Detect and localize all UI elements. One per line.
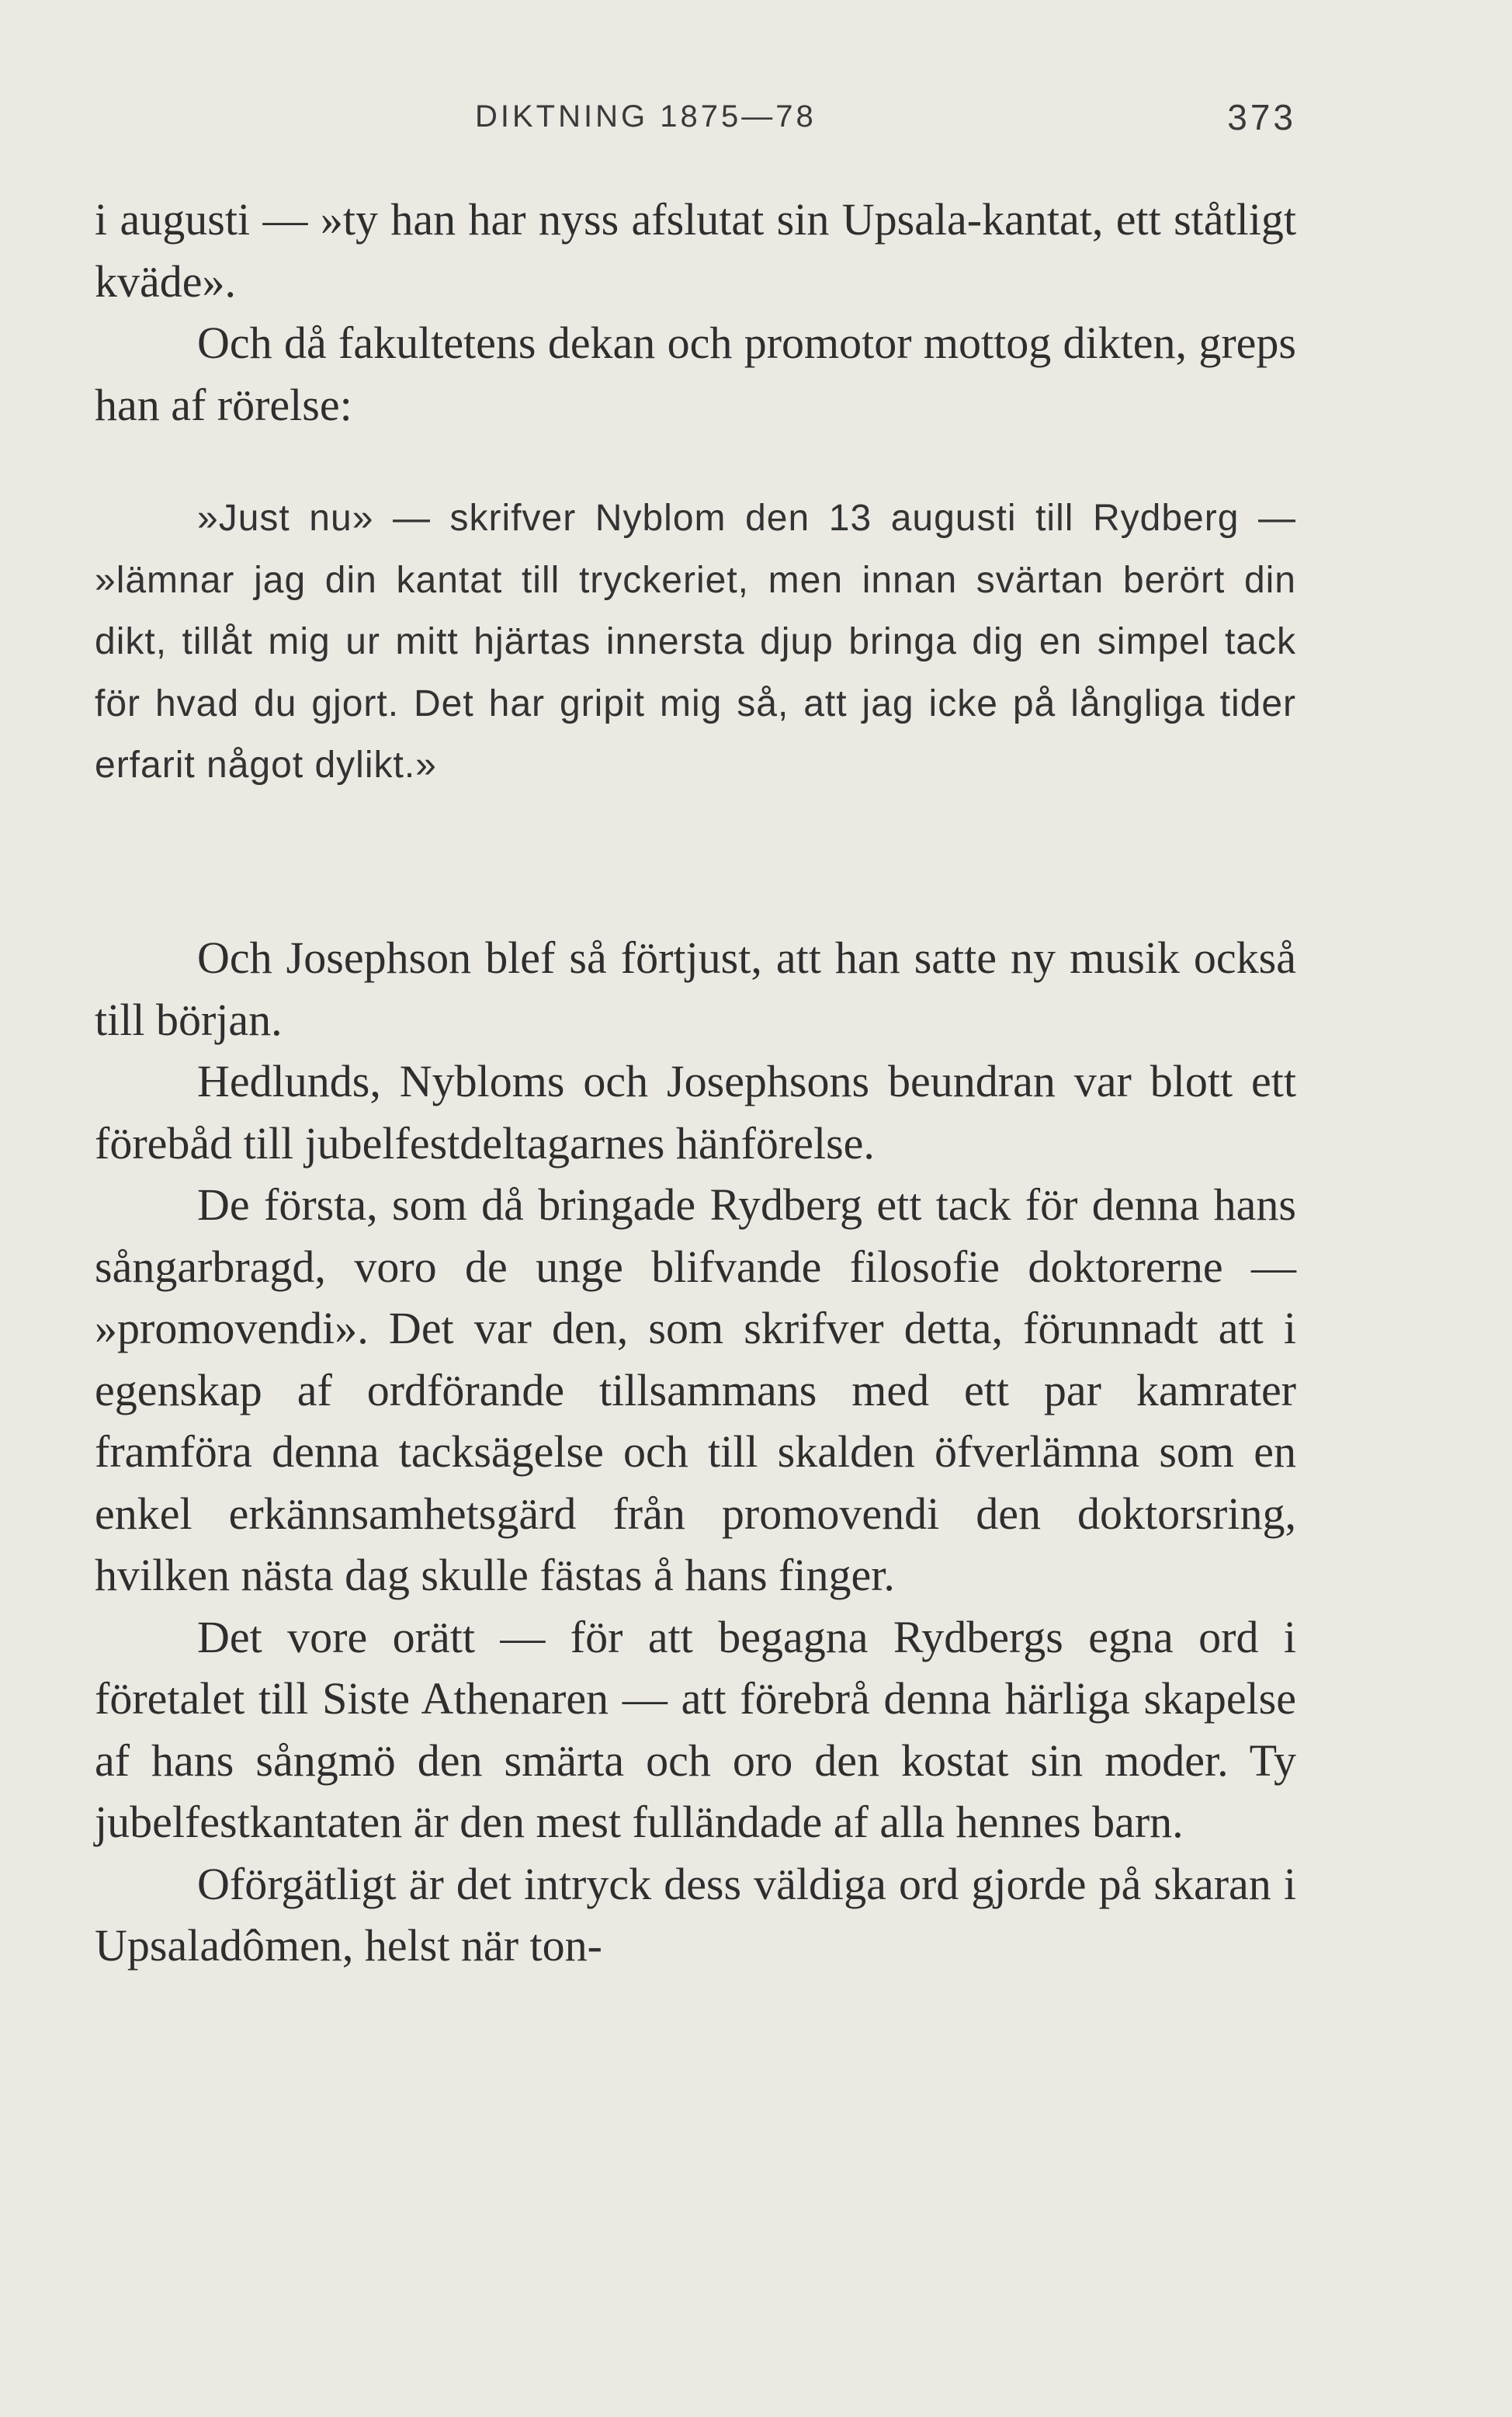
paragraph: i augusti — »ty han har nyss afslutat sin Upsala-kantat, ett ståtligt kväde». (95, 194, 1296, 307)
paragraph: De första, som då bringade Rydberg ett tack för denna hans sångarbragd, voro de unge blifvande filosofie doktorerne — »promovendi». Det var den, som skrifver detta, förunnadt att i egenskap af ordförande tillsammans med ett par kamrater framföra denna tacksägelse och till skalden öfverlämna som en enkel erkännsamhetsgärd från promovendi den doktorsring, hvilken nästa dag skulle fästas å hans finger. (95, 1179, 1296, 1600)
paragraph: Hedlunds, Nybloms och Josephsons beundran var blott ett förebåd till jubelfestdeltagarnes hänförelse. (95, 1056, 1296, 1169)
paragraph: Och Josephson blef så förtjust, att han satte ny musik också till början. (95, 932, 1296, 1045)
quotation-block (95, 488, 1296, 797)
body-text-block (95, 927, 1296, 1977)
paragraph: Det vore orätt — för att begagna Rydbergs egna ord i företalet till Siste Athenaren — att förebrå denna härliga skapelse af hans sångmö den smärta och oro den kostat sin moder. Ty jubelfestkantaten är den mest fulländade af alla hennes barn. (95, 1611, 1296, 1847)
opening-text-block (95, 189, 1296, 436)
page-number: 373 (1227, 97, 1296, 137)
quoted-letter: »Just nu» — skrifver Nyblom den 13 augusti till Rydberg — »lämnar jag din kantat till tryckeriet, men innan svärtan berört din dikt, tillåt mig ur mitt hjärtas innersta djup bringa dig en simpel tack för hvad du gjort. Det har gripit mig så, att jag icke på långliga tider erfarit något dylikt.» (95, 498, 1296, 786)
paragraph: Oförgätligt är det intryck dess väldiga ord gjorde på skaran i Upsaladômen, helst när ton- (95, 1858, 1296, 1971)
running-title: DIKTNING 1875—78 (475, 99, 817, 134)
paragraph: Och då fakultetens dekan och promotor mottog dikten, greps han af rörelse: (95, 318, 1296, 430)
page-header (95, 92, 1296, 146)
